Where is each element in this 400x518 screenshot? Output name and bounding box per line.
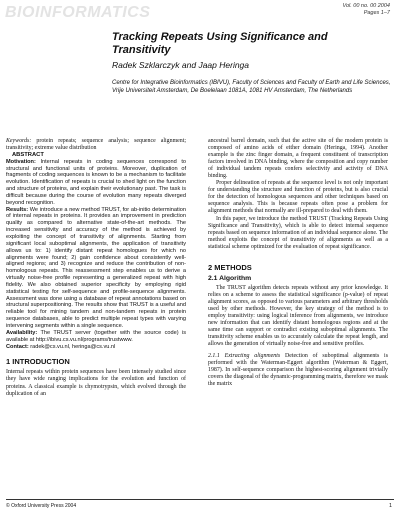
results-label: Results: [6,206,29,213]
contact-text: radek@cs.vu.nl, heringa@cs.vu.nl [28,343,116,350]
paper-authors: Radek Szklarczyk and Jaap Heringa [112,60,250,70]
results-text: We introduce a new method TRUST, for ab-initio determination of internal repeats in proteins. It provides an improvement in prediction quality as compared to alternative state-of-the-art methods. The increased sensitivity and accuracy of the method is achieved by exploiting the concept of transitivity of alignments. Starting from significant local suboptimal alignments, the application of transitivity allows us to: 1) identify distant repeat homologues for which no alignments were found; 2) gain confidence about consistently well-aligned regions; and 3) recognize and reduce the contribution of non-homologous repeats. This reassessment step enables us to derive a virtually noise-free profile representing a generalized repeat with high fidelity. We also obtained superior specificity by employing rigid statistical testing for self-sequence and profile-sequence alignments. Assessment was done using a database of repeat annotations based on structural superpositioning. The results show that TRUST is a useful and reliable tool for mining tandem and non-tandem repeats in protein sequence databases, able to predict multiple repeat types with varying intervening segments within a single sequence. [6,206,186,329]
left-column [6,138,186,398]
pages-label: Pages 1–7 [363,10,390,16]
availability-text: The TRUST server (together with the source code) is available at http://ibivu.cs.vu.nl/programs/trustwww. [6,329,186,343]
extracting-alignments-text: Detection of suboptimal alignments is performed with the Waterman-Eggert algorithm (Waterman & Eggert, 1987). In self-sequence comparison the highest-scoring alignment trivially covers the diagonal of the dynamic-programming matrix, therefore we mask the matrix [208,353,388,388]
intro-paragraph-3: In this paper, we introduce the method TRUST (Tracking Repeats Using Significance and Transitivity), which is able to detect internal sequence repeats based on sequence information of an individual sequence alone. The method exploits the concept of transitivity of alignments as well as a statistical scheme optimized for the evaluation of repeat significance. [208,215,388,250]
intro-paragraph-continued: ancestral barrel domain, such that the active site of the modern protein is composed of amino acids of either domain (Heringa, 1994). Another example is the zinc finger domain, a frequent constituent of transcription factors involved in DNA binding, where the composition and copy number of individual tandem repeats confers selectivity and activity of DNA binding. [208,138,388,180]
footer-rule [6,499,394,500]
extracting-alignments-paragraph [208,353,388,388]
intro-paragraph: Internal repeats within protein sequences have been intensely studied since they have wide ranging implications for the evolution and function of proteins. A classical example is chymotrypsin, which evolved through the duplication of an [6,369,186,397]
methods-heading: 2 METHODS [208,262,252,272]
volume-label: Vol. 00 no. 00 2004 [342,3,390,9]
motivation-label: Motivation: [6,158,36,165]
keywords-label: Keywords: [6,138,32,144]
abstract-contact [6,344,186,351]
right-column [208,46,388,389]
volume-info [342,3,390,17]
abstract-heading: ABSTRACT [12,151,44,158]
abstract-availability [6,330,186,344]
journal-header [0,0,400,22]
paper-affiliation: Centre for Integrative Bioinformatics (IBIVU), Faculty of Sciences and Faculty of Earth and Life Sciences, Vrije Universiteit Amsterdam, De Boelelaan 1081A, 1081 HV Amsterdam, The Netherlands [112,80,391,94]
page-number: 1 [388,503,392,509]
copyright: © Oxford University Press 2004 [6,503,77,509]
abstract-motivation [6,159,186,207]
abstract-results [6,207,186,330]
contact-label: Contact: [6,343,29,350]
intro-paragraph-2: Proper delineation of repeats at the sequence level is not only important for understanding the structure and function of proteins, but is also crucial for the detection of homologous sequences and other techniques based on sequence analysis. This is because repeats often pose a problem for alignment methods that normally are ill-prepared to deal with them. [208,180,388,215]
algorithm-paragraph: The TRUST algorithm detects repeats without any prior knowledge. It relies on a scheme to assess the statistical significance (p-value) of repeat alignment scores, as opposed to various parameters and arbitrary thresholds used by other methods. However, the key strategy of the method is to employ transitivity: using logical inference from alignments, we introduce new information that can identify distant homologous regions and at the same time can support or contradict existing suboptimal alignments. The transitivity scheme enables us to accurately calculate the repeat length, and allows the generation of virtually noise-free and sensitive profiles. [208,284,388,348]
algorithm-heading: 2.1 Algorithm [208,274,252,282]
motivation-text: Internal repeats in coding sequences correspond to structural and functional units of proteins. Moreover, duplication of fragments of coding sequences is known to be a mechanism to facilitate evolution. Identification of repeats is crucial to shed light on the function and structure of proteins, and explain their evolutionary past. The task is difficult because during the course of evolution many repeats diverged beyond recognition. [6,158,186,206]
journal-name: BIOINFORMATICS [5,4,151,21]
extracting-alignments-heading: 2.1.1 Extracting alignments [208,353,281,360]
availability-label: Availability: [6,329,38,336]
intro-heading: 1 INTRODUCTION [6,357,70,367]
paper-title: Tracking Repeats Using Significance and Transitivity [112,31,328,56]
keywords [6,138,186,152]
keywords-text: protein repeats; sequence analysis; sequence alignment; transitivity; extreme value distribution [6,138,186,151]
